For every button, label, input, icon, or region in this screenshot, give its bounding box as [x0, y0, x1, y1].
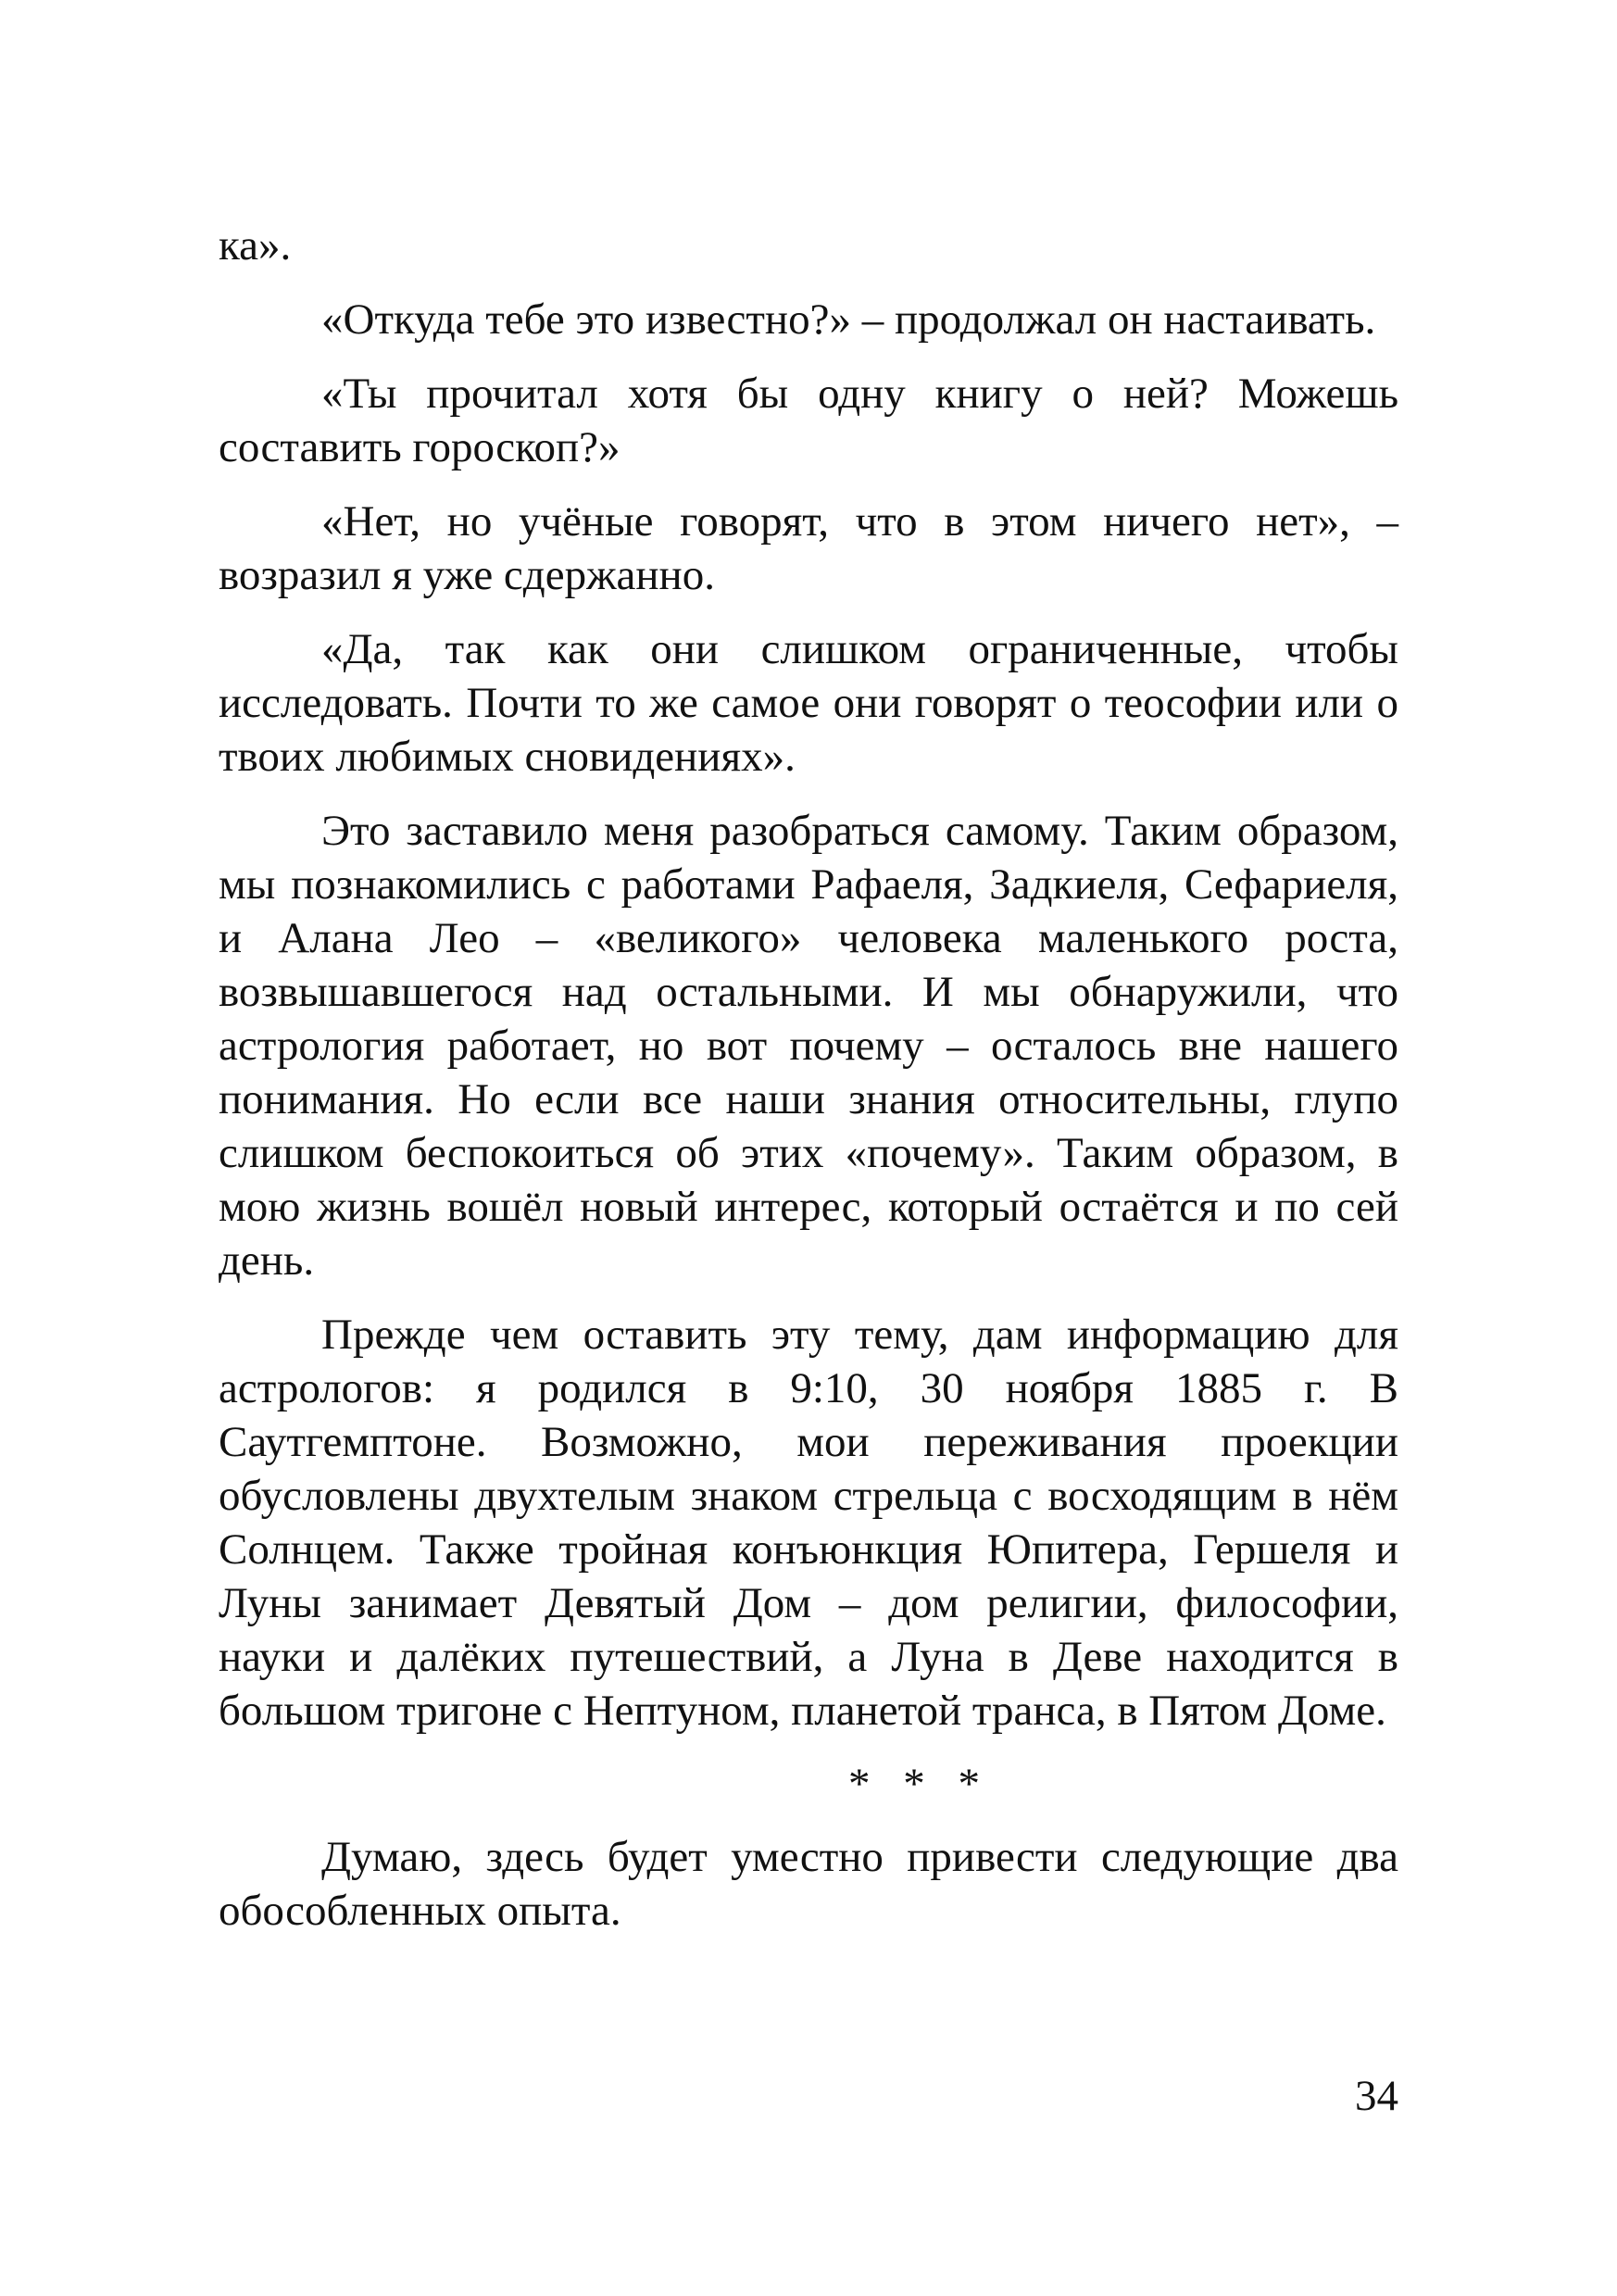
paragraph: «Откуда тебе это известно?» – продолжал он настаивать. — [321, 295, 1376, 344]
paragraph: Прежде чем оставить эту тему, дам информацию для астрологов: я родился в 9:10, 30 ноября 1885 г. В Саутгемптоне. Возможно, мои переживания проекции обусловлены двухтелым знаком стрельца с восходящим в нём Солнцем. Также тройная конъюнкция Юпитера, Гершеля и Луны занимает Девятый Дом – дом религии, философии, науки и далёких путешествий, а Луна в Деве находится в большом тригоне с Нептуном, планетой транса, в Пятом Доме. — [219, 1311, 1398, 1735]
body-text — [219, 219, 1398, 1938]
paragraph: «Нет, но учёные говорят, что в этом ничего нет», – возразил я уже сдержанно. — [219, 497, 1398, 599]
paragraph: Это заставило меня разобраться самому. Таким образом, мы познакомились с работами Рафаеля, Задкиеля, Сефариеля, и Алана Лео – «великого» человека маленького роста, возвышавшегося над остальными. И мы обнаружили, что астрология работает, но вот почему – осталось вне нашего понимания. Но если все наши знания относительны, глупо слишком беспокоиться об этих «почему». Таким образом, в мою жизнь вошёл новый интерес, который остаётся и по сей день. — [219, 807, 1398, 1285]
section-separator: * * * — [848, 1760, 991, 1808]
page-number: 34 — [1355, 2072, 1398, 2120]
paragraph: «Ты прочитал хотя бы одну книгу о ней? Можешь составить гороскоп?» — [219, 370, 1398, 471]
paragraph: «Да, так как они слишком ограниченные, чтобы исследовать. Почти то же самое они говорят о теософии или о твоих любимых сновидениях». — [219, 625, 1398, 781]
paragraph: Думаю, здесь будет уместно привести следующие два обособленных опыта. — [219, 1833, 1398, 1935]
paragraph-continuation: ка». — [219, 221, 292, 270]
